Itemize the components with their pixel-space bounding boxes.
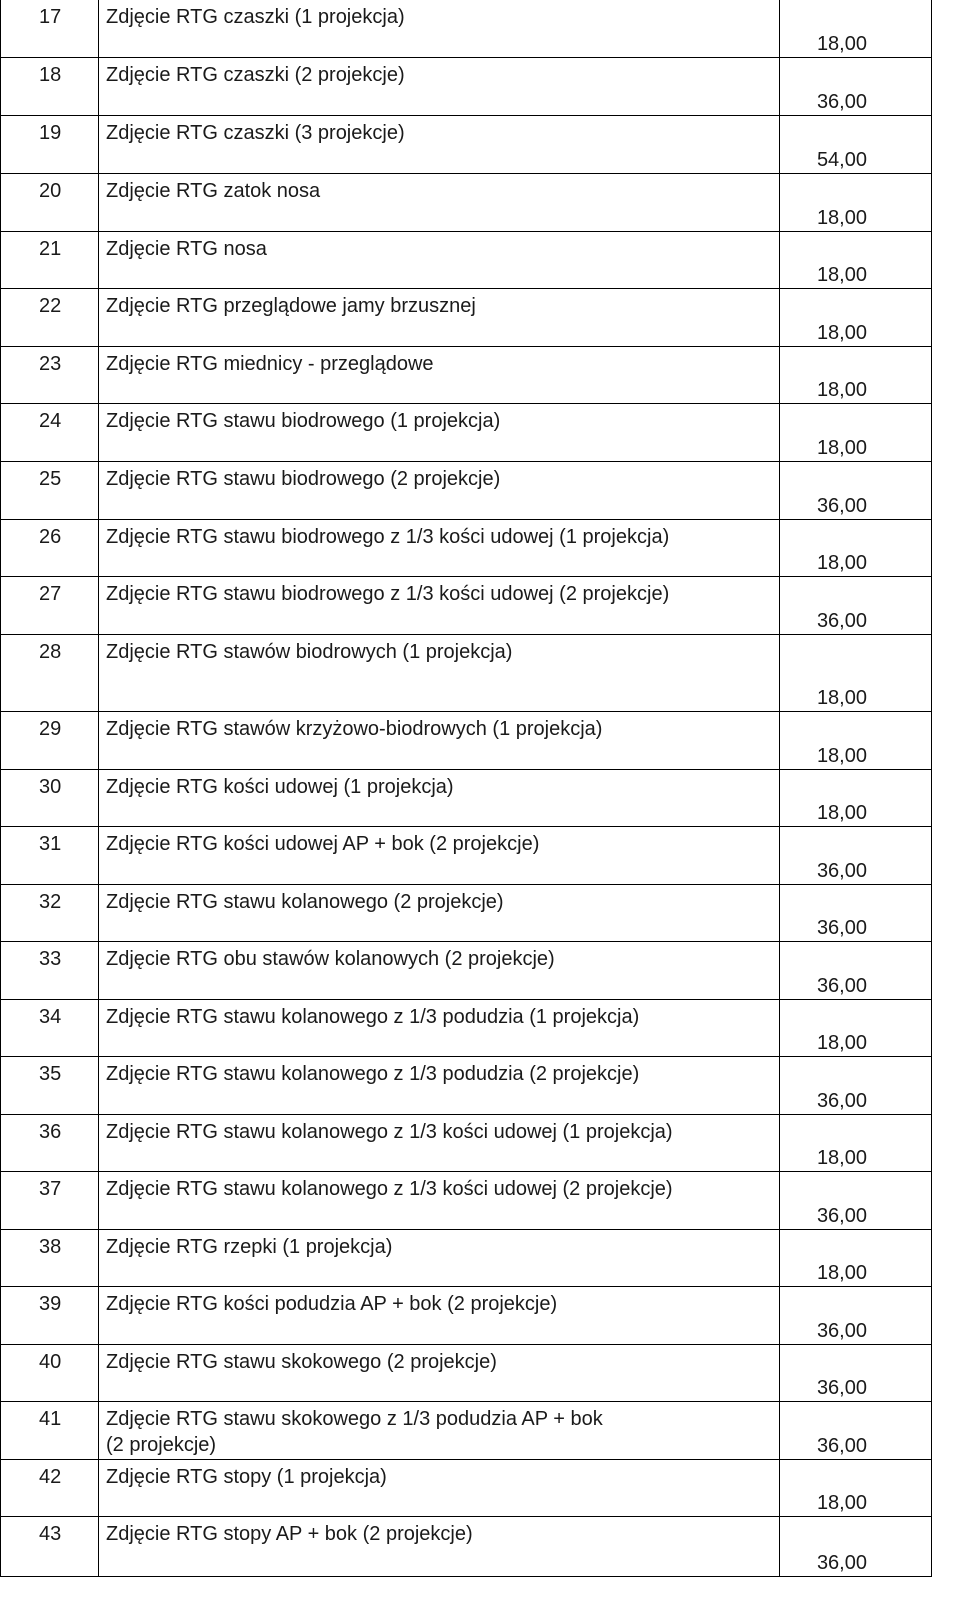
price-value: 18,00 bbox=[816, 1262, 867, 1284]
price-cell bbox=[779, 289, 932, 346]
row-number: 28 bbox=[39, 641, 62, 663]
price-value: 18,00 bbox=[816, 437, 867, 459]
price-cell bbox=[779, 174, 932, 231]
row-number-cell bbox=[0, 232, 99, 288]
table-row bbox=[0, 520, 932, 577]
table-row bbox=[0, 770, 932, 827]
table-row bbox=[0, 58, 932, 116]
row-number: 23 bbox=[39, 353, 62, 375]
row-number-cell bbox=[0, 520, 99, 576]
price-cell bbox=[779, 232, 932, 288]
row-number-cell bbox=[0, 1345, 99, 1401]
row-number: 38 bbox=[39, 1236, 62, 1258]
price-value: 36,00 bbox=[816, 917, 867, 939]
row-number-cell bbox=[0, 116, 99, 173]
price-cell bbox=[779, 404, 932, 461]
row-number-cell bbox=[0, 1517, 99, 1576]
table-row bbox=[0, 116, 932, 174]
price-value: 18,00 bbox=[816, 687, 867, 709]
row-number: 35 bbox=[39, 1063, 62, 1085]
row-number: 36 bbox=[39, 1121, 62, 1143]
price-value: 18,00 bbox=[816, 745, 867, 767]
procedure-name-cell bbox=[99, 1230, 779, 1286]
row-number: 40 bbox=[39, 1351, 62, 1373]
table-row bbox=[0, 942, 932, 1000]
procedure-name: Zdjęcie RTG stopy AP + bok (2 projekcje) bbox=[106, 1523, 473, 1545]
row-number-cell bbox=[0, 1057, 99, 1114]
table-row bbox=[0, 232, 932, 289]
procedure-name: Zdjęcie RTG nosa bbox=[106, 238, 267, 260]
price-cell bbox=[779, 1517, 932, 1576]
price-cell bbox=[779, 116, 932, 173]
price-value: 36,00 bbox=[816, 1320, 867, 1342]
procedure-name: Zdjęcie RTG stawu kolanowego z 1/3 kości udowej (2 projekcje) bbox=[106, 1178, 673, 1200]
price-value: 36,00 bbox=[816, 1205, 867, 1227]
price-cell bbox=[779, 1000, 932, 1056]
price-value: 18,00 bbox=[816, 322, 867, 344]
price-value: 36,00 bbox=[816, 860, 867, 882]
price-value: 18,00 bbox=[816, 802, 867, 824]
price-cell bbox=[779, 1057, 932, 1114]
price-value: 36,00 bbox=[816, 975, 867, 997]
price-value: 18,00 bbox=[816, 1032, 867, 1054]
price-cell bbox=[779, 827, 932, 884]
table-row bbox=[0, 1115, 932, 1172]
row-number: 27 bbox=[39, 583, 62, 605]
row-number: 31 bbox=[39, 833, 62, 855]
row-number-cell bbox=[0, 770, 99, 826]
procedure-name-cell bbox=[99, 520, 779, 576]
procedure-name: Zdjęcie RTG stawu biodrowego (2 projekcje) bbox=[106, 468, 501, 490]
price-cell bbox=[779, 347, 932, 403]
price-value: 36,00 bbox=[816, 495, 867, 517]
row-number: 18 bbox=[39, 64, 62, 86]
procedure-name: Zdjęcie RTG kości udowej AP + bok (2 projekcje) bbox=[106, 833, 540, 855]
procedure-name: Zdjęcie RTG stawu kolanowego z 1/3 podudzia (1 projekcja) bbox=[106, 1006, 640, 1028]
row-number: 33 bbox=[39, 948, 62, 970]
row-number-cell bbox=[0, 827, 99, 884]
row-number-cell bbox=[0, 1172, 99, 1229]
price-cell bbox=[779, 885, 932, 941]
procedure-name-cell bbox=[99, 289, 779, 346]
procedure-name-cell bbox=[99, 404, 779, 461]
table-row bbox=[0, 712, 932, 770]
procedure-name: Zdjęcie RTG czaszki (1 projekcja) bbox=[106, 6, 405, 28]
row-number-cell bbox=[0, 1115, 99, 1171]
row-number-cell bbox=[0, 289, 99, 346]
table-row bbox=[0, 1172, 932, 1230]
price-cell bbox=[779, 1402, 932, 1459]
row-number: 19 bbox=[39, 122, 62, 144]
row-number: 41 bbox=[39, 1408, 62, 1430]
price-value: 18,00 bbox=[816, 552, 867, 574]
procedure-name-cell bbox=[99, 1517, 779, 1576]
price-value: 36,00 bbox=[816, 1552, 867, 1574]
procedure-name-cell bbox=[99, 635, 779, 711]
price-cell bbox=[779, 770, 932, 826]
row-number: 25 bbox=[39, 468, 62, 490]
procedure-name: Zdjęcie RTG stawu kolanowego (2 projekcje) bbox=[106, 891, 504, 913]
price-value: 36,00 bbox=[816, 1090, 867, 1112]
procedure-name-cell bbox=[99, 712, 779, 769]
price-cell bbox=[779, 712, 932, 769]
procedure-name-cell bbox=[99, 1172, 779, 1229]
row-number-cell bbox=[0, 58, 99, 115]
table-row bbox=[0, 1057, 932, 1115]
price-value: 18,00 bbox=[816, 1147, 867, 1169]
price-cell bbox=[779, 1460, 932, 1516]
price-cell bbox=[779, 520, 932, 576]
procedure-name: Zdjęcie RTG stawów krzyżowo-biodrowych (1 projekcja) bbox=[106, 718, 603, 740]
row-number-cell bbox=[0, 1000, 99, 1056]
procedure-name: Zdjęcie RTG czaszki (2 projekcje) bbox=[106, 64, 405, 86]
row-number-cell bbox=[0, 712, 99, 769]
row-number-cell bbox=[0, 1230, 99, 1286]
price-value: 36,00 bbox=[816, 1377, 867, 1399]
procedure-name-cell bbox=[99, 116, 779, 173]
price-cell bbox=[779, 1287, 932, 1344]
procedure-name-cell bbox=[99, 885, 779, 941]
procedure-name: Zdjęcie RTG stawów biodrowych (1 projekcja) bbox=[106, 641, 513, 663]
row-number: 43 bbox=[39, 1523, 62, 1545]
row-number-cell bbox=[0, 1402, 99, 1459]
row-number-cell bbox=[0, 1287, 99, 1344]
table-row bbox=[0, 347, 932, 404]
row-number: 22 bbox=[39, 295, 62, 317]
row-number: 24 bbox=[39, 410, 62, 432]
row-number: 30 bbox=[39, 776, 62, 798]
price-value: 18,00 bbox=[816, 264, 867, 286]
price-value: 18,00 bbox=[816, 1492, 867, 1514]
row-number: 29 bbox=[39, 718, 62, 740]
procedure-name-cell bbox=[99, 347, 779, 403]
table-row bbox=[0, 1287, 932, 1345]
row-number-cell bbox=[0, 0, 99, 57]
procedure-name-cell bbox=[99, 232, 779, 288]
row-number-cell bbox=[0, 635, 99, 711]
procedure-name: Zdjęcie RTG zatok nosa bbox=[106, 180, 321, 202]
table-row bbox=[0, 1230, 932, 1287]
price-cell bbox=[779, 1230, 932, 1286]
procedure-name-cell bbox=[99, 1345, 779, 1401]
procedure-name: Zdjęcie RTG stopy (1 projekcja) bbox=[106, 1466, 387, 1488]
price-value: 18,00 bbox=[816, 207, 867, 229]
procedure-name: Zdjęcie RTG przeglądowe jamy brzusznej bbox=[106, 295, 476, 317]
procedure-name-cell bbox=[99, 827, 779, 884]
procedure-name-cell bbox=[99, 58, 779, 115]
row-number: 34 bbox=[39, 1006, 62, 1028]
procedure-name: Zdjęcie RTG stawu biodrowego z 1/3 kości udowej (2 projekcje) bbox=[106, 583, 670, 605]
procedure-name-cell bbox=[99, 174, 779, 231]
procedure-name-cell bbox=[99, 1057, 779, 1114]
table-row bbox=[0, 1517, 932, 1577]
table-row bbox=[0, 1345, 932, 1402]
price-value: 18,00 bbox=[816, 33, 867, 55]
table-row bbox=[0, 1402, 932, 1460]
row-number-cell bbox=[0, 942, 99, 999]
table-row bbox=[0, 404, 932, 462]
table-row bbox=[0, 635, 932, 712]
row-number-cell bbox=[0, 1460, 99, 1516]
procedure-name: Zdjęcie RTG kości podudzia AP + bok (2 projekcje) bbox=[106, 1293, 558, 1315]
row-number: 32 bbox=[39, 891, 62, 913]
row-number: 37 bbox=[39, 1178, 62, 1200]
procedure-name-cell bbox=[99, 1115, 779, 1171]
row-number-cell bbox=[0, 577, 99, 634]
procedure-name: Zdjęcie RTG rzepki (1 projekcja) bbox=[106, 1236, 393, 1258]
price-value: 54,00 bbox=[816, 149, 867, 171]
price-cell bbox=[779, 462, 932, 519]
price-value: 18,00 bbox=[816, 379, 867, 401]
procedure-name-cell bbox=[99, 770, 779, 826]
procedure-name-cell bbox=[99, 1000, 779, 1056]
procedure-name-cell bbox=[99, 462, 779, 519]
price-cell bbox=[779, 942, 932, 999]
procedure-name-cell bbox=[99, 577, 779, 634]
procedure-name: Zdjęcie RTG obu stawów kolanowych (2 projekcje) bbox=[106, 948, 555, 970]
row-number-cell bbox=[0, 462, 99, 519]
price-cell bbox=[779, 1115, 932, 1171]
table-row bbox=[0, 885, 932, 942]
procedure-name: Zdjęcie RTG stawu biodrowego z 1/3 kości udowej (1 projekcja) bbox=[106, 526, 670, 548]
table-row bbox=[0, 462, 932, 520]
row-number-cell bbox=[0, 174, 99, 231]
row-number: 20 bbox=[39, 180, 62, 202]
row-number: 39 bbox=[39, 1293, 62, 1315]
table-row bbox=[0, 827, 932, 885]
table-row bbox=[0, 0, 932, 58]
procedure-name: Zdjęcie RTG stawu kolanowego z 1/3 podudzia (2 projekcje) bbox=[106, 1063, 640, 1085]
procedure-name: Zdjęcie RTG stawu skokowego z 1/3 podudzia AP + bok (2 projekcje) bbox=[106, 1408, 603, 1456]
procedure-name: Zdjęcie RTG stawu skokowego (2 projekcje) bbox=[106, 1351, 497, 1373]
price-value: 36,00 bbox=[816, 610, 867, 632]
table-row bbox=[0, 577, 932, 635]
row-number: 42 bbox=[39, 1466, 62, 1488]
price-value: 36,00 bbox=[816, 91, 867, 113]
procedure-name-cell bbox=[99, 1287, 779, 1344]
price-cell bbox=[779, 1345, 932, 1401]
procedure-name-cell bbox=[99, 1460, 779, 1516]
row-number-cell bbox=[0, 347, 99, 403]
procedure-name-cell bbox=[99, 0, 779, 57]
price-value: 36,00 bbox=[816, 1435, 867, 1457]
row-number: 17 bbox=[39, 6, 62, 28]
procedure-name-cell bbox=[99, 942, 779, 999]
row-number: 26 bbox=[39, 526, 62, 548]
row-number-cell bbox=[0, 885, 99, 941]
row-number-cell bbox=[0, 404, 99, 461]
table-row bbox=[0, 1460, 932, 1517]
price-cell bbox=[779, 58, 932, 115]
table-row bbox=[0, 289, 932, 347]
table-row bbox=[0, 174, 932, 232]
procedure-name: Zdjęcie RTG stawu kolanowego z 1/3 kości udowej (1 projekcja) bbox=[106, 1121, 673, 1143]
table-row bbox=[0, 1000, 932, 1057]
row-number: 21 bbox=[39, 238, 62, 260]
price-cell bbox=[779, 635, 932, 711]
price-cell bbox=[779, 1172, 932, 1229]
procedure-name-cell bbox=[99, 1402, 779, 1459]
procedure-name: Zdjęcie RTG kości udowej (1 projekcja) bbox=[106, 776, 454, 798]
procedure-name: Zdjęcie RTG czaszki (3 projekcje) bbox=[106, 122, 405, 144]
price-cell bbox=[779, 0, 932, 57]
price-cell bbox=[779, 577, 932, 634]
procedure-name: Zdjęcie RTG miednicy - przeglądowe bbox=[106, 353, 434, 375]
procedure-name: Zdjęcie RTG stawu biodrowego (1 projekcja) bbox=[106, 410, 501, 432]
